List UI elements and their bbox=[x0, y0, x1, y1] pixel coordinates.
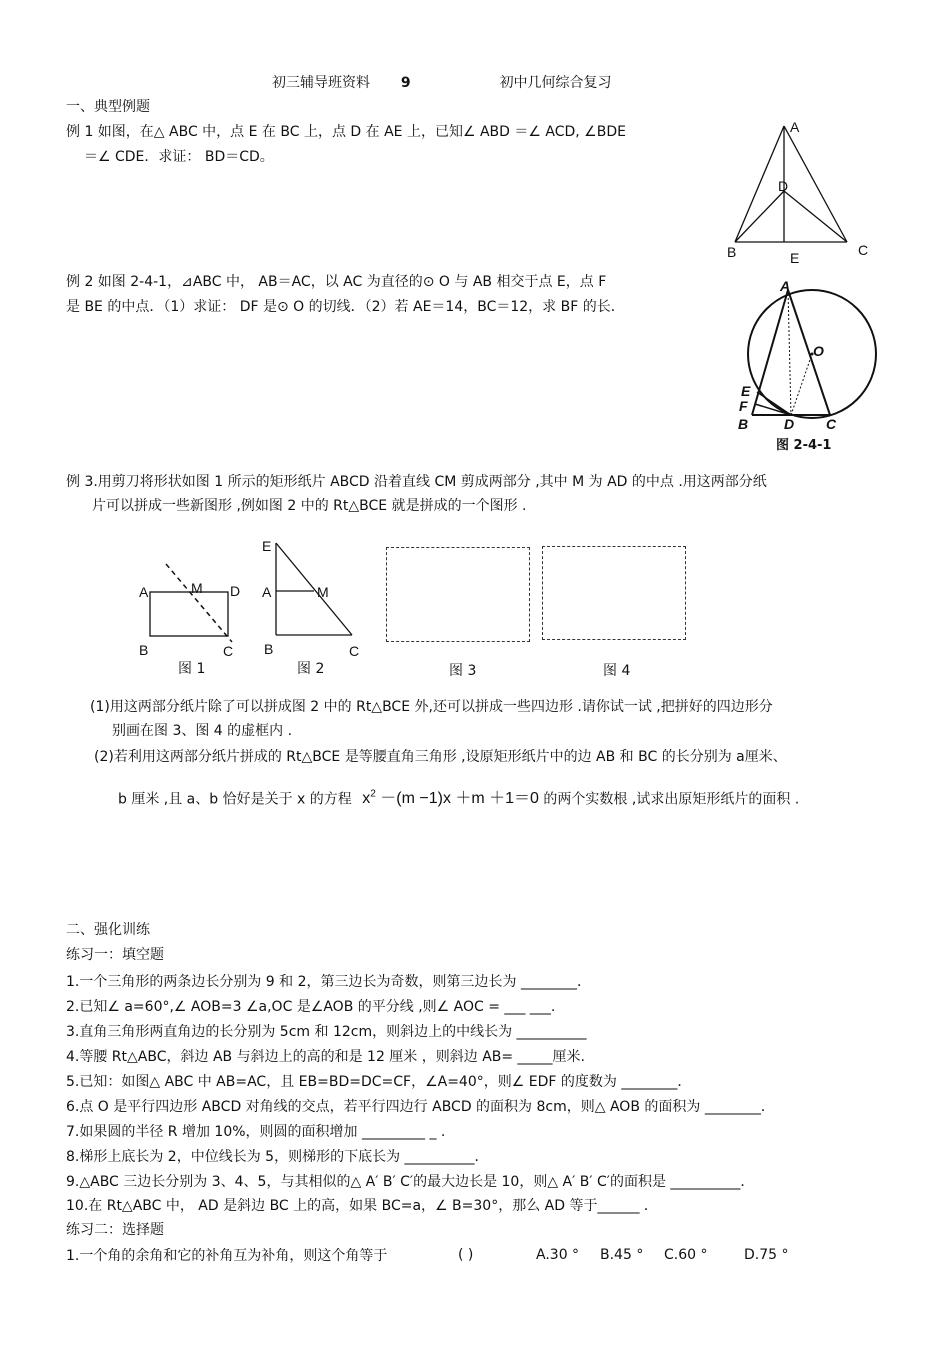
ex1-line2: ＝∠ CDE．求证： BD＝CD。 bbox=[84, 149, 274, 165]
practice1-item-10: 10.在 Rt△ABC 中， AD 是斜边 BC 上的高，如果 BC=a，∠ B=30°，那么 AD 等于______ ． bbox=[66, 1198, 658, 1214]
section2-title: 二、强化训练 bbox=[66, 922, 150, 938]
ex2-line2: 是 BE 的中点．（1）求证： DF 是⊙ O 的切线．（2）若 AE＝14，BC＝12，求 BF 的长． bbox=[66, 299, 625, 315]
ex1-label-e: E bbox=[790, 250, 800, 266]
ex1-label-d: D bbox=[778, 178, 789, 194]
ex3-fig1-rectangle bbox=[140, 560, 250, 650]
fig2-label-a: A bbox=[262, 584, 272, 600]
practice1-title: 练习一：填空题 bbox=[66, 947, 164, 963]
ex2-label-f: F bbox=[739, 398, 748, 414]
q2-text-pre: b 厘米 ,且 a、b 恰好是关于 x 的方程 bbox=[118, 791, 352, 808]
ex3-q1-line1: (1)用这两部分纸片除了可以拼成图 2 中的 Rt△BCE 外,还可以拼成一些四边形 .请你试一试 ,把拼好的四边形分 bbox=[90, 699, 773, 715]
fig1-label-b: B bbox=[139, 642, 149, 658]
ex2-label-e: E bbox=[741, 383, 751, 399]
fig2-caption: 图 2 bbox=[297, 661, 325, 677]
fig1-label-d: D bbox=[230, 583, 241, 599]
ex2-label-b: B bbox=[738, 416, 749, 432]
fig2-label-e: E bbox=[262, 538, 272, 554]
ex3-q2-line2 bbox=[118, 786, 799, 808]
ex2-label-d: D bbox=[784, 416, 795, 432]
ex2-circle-figure bbox=[730, 280, 890, 440]
fig2-label-b: B bbox=[264, 641, 274, 657]
q2-eq-x: x bbox=[362, 790, 371, 808]
practice2-title: 练习二：选择题 bbox=[66, 1222, 164, 1238]
practice1-item-2: 2.已知∠ a=60°,∠ AOB=3 ∠a,OC 是∠AOB 的平分线 ,则∠ AOC = ___ ___. bbox=[66, 999, 556, 1015]
practice1-item-7: 7.如果圆的半径 R 增加 10%，则圆的面积增加 _________ _ . bbox=[66, 1124, 446, 1140]
ex3-line2: 片可以拼成一些新图形 ,例如图 2 中的 Rt△BCE 就是拼成的一个图形 . bbox=[92, 498, 527, 514]
q2-eq-exponent: 2 bbox=[370, 789, 376, 800]
ex2-caption: 图 2-4-1 bbox=[776, 438, 832, 453]
fig3-caption: 图 3 bbox=[449, 663, 477, 679]
fig2-label-m: M bbox=[317, 584, 329, 600]
practice1-item-9: 9.△ABC 三边长分别为 3、4、5，与其相似的△ A′ B′ C′的最大边长是 10，则△ A′ B′ C′的面积是 __________． bbox=[66, 1174, 755, 1190]
practice1-item-5: 5.已知：如图△ ABC 中 AB=AC，且 EB=BD=DC=CF，∠A=40°，则∠ EDF 的度数为 ________． bbox=[66, 1074, 692, 1090]
ex2-label-o: O bbox=[813, 343, 824, 359]
practice2-option-a[interactable]: A.30 ° bbox=[536, 1247, 580, 1263]
practice2-option-c[interactable]: C.60 ° bbox=[664, 1247, 708, 1263]
fig1-label-m: M bbox=[191, 580, 203, 596]
q2-eq-rest: －(m −1)x ＋m ＋1＝0 bbox=[380, 790, 539, 808]
practice2-q1-paren: ( ) bbox=[458, 1247, 474, 1263]
ex2-label-a: A bbox=[780, 278, 791, 294]
fig2-label-c: C bbox=[349, 643, 360, 659]
practice1-item-8: 8.梯形上底长为 2，中位线长为 5，则梯形的下底长为 __________． bbox=[66, 1149, 489, 1165]
title-number: 9 bbox=[400, 75, 411, 91]
fig3-dashed-box[interactable] bbox=[386, 547, 530, 642]
title-right: 初中几何综合复习 bbox=[499, 75, 612, 91]
ex1-label-c: C bbox=[858, 242, 869, 258]
ex3-q2-line1: (2)若利用这两部分纸片拼成的 Rt△BCE 是等腰直角三角形 ,设原矩形纸片中的边 AB 和 BC 的长分别为 a厘米、 bbox=[94, 749, 787, 765]
practice1-item-6: 6.点 O 是平行四边形 ABCD 对角线的交点，若平行四边行 ABCD 的面积为 8cm，则△ AOB 的面积为 ________． bbox=[66, 1099, 775, 1115]
practice1-item-3: 3.直角三角形两直角边的长分别为 5cm 和 12cm，则斜边上的中线长为 __________ bbox=[66, 1024, 587, 1040]
ex3-line1: 例 3.用剪刀将形状如图 1 所示的矩形纸片 ABCD 沿着直线 CM 剪成两部分 ,其中 M 为 AD 的中点 .用这两部分纸 bbox=[66, 474, 767, 490]
section1-title: 一、典型例题 bbox=[66, 99, 150, 115]
q2-text-post: 的两个实数根 ,试求出原矩形纸片的面积 . bbox=[543, 791, 800, 808]
practice2-option-b[interactable]: B.45 ° bbox=[600, 1247, 644, 1263]
fig1-label-c: C bbox=[223, 643, 234, 659]
ex2-line1: 例 2 如图 2-4-1，⊿ABC 中， AB＝AC，以 AC 为直径的⊙ O 与 AB 相交于点 E，点 F bbox=[66, 274, 607, 290]
page-title bbox=[272, 72, 612, 92]
practice2-q1: 1.一个角的余角和它的补角互为补角，则这个角等于 bbox=[66, 1248, 388, 1264]
fig1-caption: 图 1 bbox=[178, 661, 206, 677]
q2-equation bbox=[362, 790, 543, 807]
ex2-label-c: C bbox=[826, 416, 837, 432]
fig1-label-a: A bbox=[139, 584, 149, 600]
ex1-label-b: B bbox=[727, 244, 737, 260]
practice1-item-4: 4.等腰 Rt△ABC，斜边 AB 与斜边上的高的和是 12 厘米 ，则斜边 AB= _____厘米. bbox=[66, 1049, 586, 1065]
ex3-q1-line2: 别画在图 3、图 4 的虚框内 . bbox=[112, 723, 293, 739]
practice2-option-d[interactable]: D.75 ° bbox=[744, 1247, 789, 1263]
ex1-label-a: A bbox=[790, 119, 800, 135]
title-left: 初三辅导班资料 bbox=[272, 75, 370, 91]
fig4-dashed-box[interactable] bbox=[542, 546, 686, 640]
practice1-item-1: 1.一个三角形的两条边长分别为 9 和 2，第三边长为奇数，则第三边长为 ________． bbox=[66, 974, 591, 990]
fig4-caption: 图 4 bbox=[603, 663, 631, 679]
ex1-line1: 例 1 如图，在△ ABC 中，点 E 在 BC 上，点 D 在 AE 上，已知∠ ABD ＝∠ ACD, ∠BDE bbox=[66, 124, 626, 140]
